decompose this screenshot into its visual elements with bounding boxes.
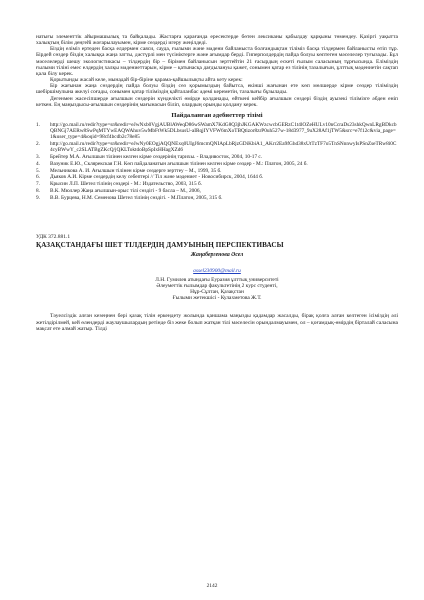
reference-item	[36, 154, 398, 160]
email-row	[36, 259, 398, 277]
reference-item	[36, 195, 398, 201]
paragraph: Бір жағынан жаңа сөздердің пайда болуы біздің сөз қорымыздың байытса, екінші жағынан ете көп мөлшерде кірме сөздер тіліміздің шебіршімулына әкелуі соғады, сонымен қатар тіліміздің қайталанбас әдемі кереметін, тазалығы бұзылады.	[36, 83, 398, 96]
reference-number: 3.	[36, 154, 40, 161]
section-spacer	[36, 202, 398, 234]
reference-number: 4.	[36, 160, 40, 167]
references-title: Пайдаланған әдебиеттер тізімі	[171, 111, 263, 119]
reference-text: Крысин Л.П. Шетел тілінің сөздері - М.: Издательство, 2003, 315 б.	[50, 181, 202, 188]
page-number: 2142	[206, 583, 218, 589]
reference-number: 9.	[36, 194, 40, 201]
reference-number: 8.	[36, 188, 40, 195]
udc-code: УДК 372.881.1	[36, 233, 71, 240]
article-header	[36, 234, 398, 302]
reference-item	[36, 181, 398, 187]
reference-item	[36, 174, 398, 180]
reference-text: Брейтер М.А. Ағылшын тілінен келген кірме сөздерінің тарихы. - Владивосток, 2004, 10-17 с.	[50, 154, 263, 161]
author-name: Жаңабергенова Әсел	[190, 252, 244, 259]
affiliation-line: Әлеуметтік ғылымдар факультетінің 2 курс студенті,	[156, 283, 278, 290]
reference-text: Дьяков А.И. Кірме сөздердің келу себептері // Тіл және мәдениет - Новосибирск, 2004, 1644 б.	[50, 174, 264, 181]
reference-text: Мельникова А. И. Ағылшын тілінен кірме сөздерге зерттеу – М., 1999, 35 б.	[50, 167, 222, 174]
article-title: ҚАЗАҚСТАНДАҒЫ ШЕТ ТІЛДЕРДІҢ ДАМУЫНЫҢ ПЕРСПЕКТИВАСЫ	[36, 241, 284, 250]
reference-link[interactable]: http://go.mail.ru/redir?type=sr&redir=eJwNy0EOgjAQQNExq0UIgJ6mcmQNIApLbRjzGDiKbiA1_AKrr2Ea9fGhd38xUtTzTF7o5TnSNnnwyIsPSnZseTRw8i0C4cyBWwY_c2SLATBgZKcQ/jQKLToktdoBpSpIxHHagXZd6	[50, 141, 397, 154]
reference-link[interactable]: http://go.mail.ru/redir?type=sr&redir=eJwNxb0VgjAUBlAWeqD86wSWamX7KdG8Q3jhJKGAKWzcwcbGERzC1t4lOZeHULv10nCcraDs23shkQwnLRgBDkcbQBNGj7AERw8SwPqMTYwEAQWAhuv5wMbFtWk5DLbsusU-aIRqjIYVFW6mXoTBQtizor8zrP0uh527w-18d3977_9uX28Af1jTW5&src=e7f12c&via_page=1&user_type=4&oqid=98cf4bcdb2c78e85	[50, 121, 397, 141]
reference-number: 2.	[36, 141, 40, 148]
document-page	[36, 34, 398, 332]
reference-item	[36, 188, 398, 194]
article-body-paragraph: Тәуелсіздік алған кезеңнен бері қазақ тілін еркендету жолында қаншама маңызды қадамдар жасалды, бірақ қолға алған келтеген ісіміздің әлі жетілдірілмей, кей өлендерді жаулаушылардың ретінде біз жеке болып жатқан тілі мәселесін орындалмауымен, ол – қоғамдық-өмірдің бірталай саласына мақсат ете алмай жатыр. Тілді	[36, 313, 398, 332]
reference-item	[36, 141, 398, 153]
reference-item	[36, 122, 398, 141]
section-spacer	[36, 301, 398, 313]
affiliation-line: Нұр-Сұлтан, Қазақстан	[190, 289, 244, 296]
reference-number: 6.	[36, 174, 40, 181]
reference-item	[36, 161, 398, 167]
reference-number: 5.	[36, 167, 40, 174]
reference-number: 1.	[36, 121, 40, 128]
author-email-link[interactable]: assel230900@mail.ru	[193, 268, 241, 275]
affiliation-line: Ғылыми жетекшісі - Кулахметова Ж.Т.	[172, 295, 262, 302]
paragraph: Қорытынды жасай келе, мынадай бір-біріне қарама-қайшылықты айта кету керек:	[50, 77, 243, 84]
reference-item	[36, 168, 398, 174]
paragraph: Біздің еліміз ертеден басқа елдермен саяси, сауда, ғылыми және мәдени байланыста болғандықтан тіліміз басқа тілдермен байланысты өтіп тұр. Бірдей сөздер біздің халыққа жаңа затты, дәстүрлі мен түсініктерге және ағымдар берді. Гиперполдердің пайда болуы көптеген мәселелер туғызады. Бұл мәселелерді шешу экологистикасы – тілдердің бір – бірімен байланысын зерттейтін 21 ғасырдың ескеті ғылым саласының тұрғысында. Еліміздің ғылыми тіліні емес елдердің халқы мәдениеттарын, кірме – қатынасқа дағдылануы қажет, сонымен қатар ез тілінің тазалығын, ұлттық мәдениетін сақтап қала білу керек.	[36, 46, 398, 77]
reference-text: Вазуник Е.Ю., Склярекская Г.Н. Көп пайдаланатын ағылшын тілінен келген кірме сөздер - М.: Платон, 2005, 24 б.	[50, 160, 308, 167]
reference-number: 7.	[36, 181, 40, 188]
affiliation-line: Л.Н. Гумилев атындағы Еуразия ұлттық университеті	[155, 277, 279, 284]
paragraph: Дегенмен жасесіпшерде ағылшын сөздерін күнделікті өмірде қолданады, өйткені кейбір ағылшын сөздері біздің ауызекі тілімізге әбден еніп кеткен. Ең маңыздысы-ағылшын сөздерінің мағынасын біліп, олардың орынды қолдану керек.	[36, 95, 398, 108]
reference-text: В.К. Мюллер Жаңа ағылшын-орыс тілі сөздігі - 9 басла – М., 2006,	[50, 188, 201, 195]
top-text-block	[36, 34, 398, 108]
references-list	[36, 122, 398, 201]
reference-text: В.В. Бурцева, Н.М. Семенова Шетел тілінің сөздігі. - М.Платон, 2005, 315 б.	[50, 194, 223, 201]
paragraph: натығы элементтік айырмашылық та байқалады. Жастарға қарағанда ересектерде бөтен лексиканы қабылдау қарқыны төмендеу. Қазіргі уақытта халықтың білім деңгейі жоғарылауымен, кірме сөздерді игеру жеңілдеді.	[36, 34, 398, 47]
